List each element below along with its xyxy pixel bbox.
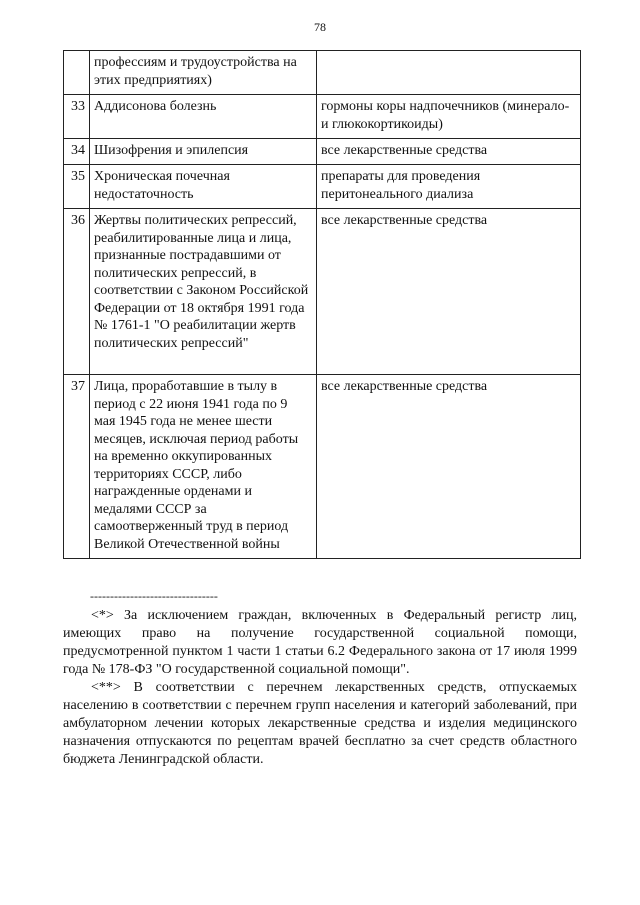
row-number: 33 (64, 95, 90, 139)
disease-cell: Аддисонова болезнь (90, 95, 317, 139)
table-row (64, 51, 581, 95)
table-row (64, 165, 581, 209)
row-number: 35 (64, 165, 90, 209)
drugs-cell: гормоны коры надпочечников (минерало- и глюкокортикоиды) (317, 95, 581, 139)
disease-cell: Лица, проработавшие в тылу в период с 22 июня 1941 года по 9 мая 1945 года не менее шести месяцев, исключая период работы на временно оккупированных территориях СССР, либо награжденные орденами и медалями СССР за самоотверженный труд в период Великой Отечественной войны (90, 375, 317, 559)
table-row (64, 139, 581, 165)
disease-cell: профессиям и трудоустройства на этих предприятиях) (90, 51, 317, 95)
drugs-cell: препараты для проведения перитонеального диализа (317, 165, 581, 209)
row-number (64, 51, 90, 95)
drugs-cell: все лекарственные средства (317, 209, 581, 375)
row-number: 36 (64, 209, 90, 375)
drugs-cell (317, 51, 581, 95)
disease-cell: Хроническая почечная недостаточность (90, 165, 317, 209)
footnote-2: <**> В соответствии с перечнем лекарственных средств, отпускаемых населению в соответствии с перечнем групп населения и категорий заболеваний, при амбулаторном лечении которых лекарственные средства и изделия медицинского назначения отпускаются по рецептам врачей бесплатно за счет средств областного бюджета Ленинградской области. (63, 680, 577, 767)
drugs-cell: все лекарственные средства (317, 139, 581, 165)
footnote-separator: -------------------------------- (90, 589, 218, 603)
disease-cell: Шизофрения и эпилепсия (90, 139, 317, 165)
table-row (64, 375, 581, 559)
row-number: 37 (64, 375, 90, 559)
disease-cell: Жертвы политических репрессий, реабилитированные лица и лица, признанные пострадавшими от политических репрессий, в соответствии с Законом Российской Федерации от 18 октября 1991 года № 1761-1 "О реабилитации жертв политических репрессий" (90, 209, 317, 375)
table-row (64, 209, 581, 375)
row-number: 34 (64, 139, 90, 165)
page-number: 78 (314, 20, 326, 34)
table-row (64, 95, 581, 139)
benefits-table (63, 50, 581, 559)
footnote-1: <*> За исключением граждан, включенных в Федеральный регистр лиц, имеющих право на получение государственной социальной помощи, предусмотренной пунктом 1 части 1 статьи 6.2 Федерального закона от 17 июля 1999 года № 178-ФЗ "О государственной социальной помощи". (63, 608, 577, 677)
drugs-cell: все лекарственные средства (317, 375, 581, 559)
